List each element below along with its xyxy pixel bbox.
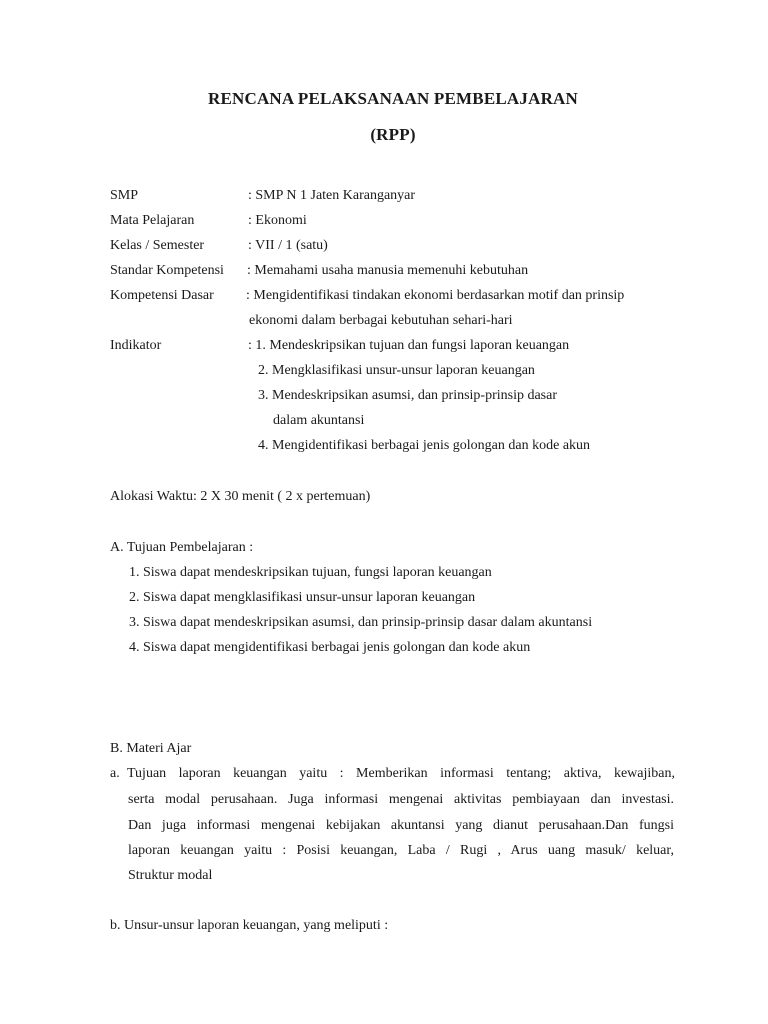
indikator-item-3-cont: dalam akuntansi	[273, 413, 365, 428]
materi-heading: B. Materi Ajar	[110, 741, 192, 756]
materi-a-line-3: Dan juga informasi mengenai kebijakan akuntansi yang dianut perusahaan.Dan fungsi	[128, 818, 674, 833]
materi-a-marker: a.	[110, 766, 120, 781]
kd-label: Kompetensi Dasar	[110, 288, 214, 303]
kelas-value: : VII / 1 (satu)	[248, 238, 328, 253]
materi-a-line-1: Tujuan laporan keuangan yaitu : Memberikan informasi tentang; aktiva, kewajiban,	[127, 766, 675, 781]
tujuan-item-2: 2. Siswa dapat mengklasifikasi unsur-unsur laporan keuangan	[129, 590, 476, 605]
indikator-label: Indikator	[110, 338, 162, 353]
smp-value: : SMP N 1 Jaten Karanganyar	[248, 188, 416, 203]
indikator-item-4: 4. Mengidentifikasi berbagai jenis golongan dan kode akun	[258, 438, 591, 453]
kd-value-line2: ekonomi dalam berbagai kebutuhan sehari-hari	[249, 313, 513, 328]
kd-value-line1: : Mengidentifikasi tindakan ekonomi berdasarkan motif dan prinsip	[246, 288, 625, 303]
indikator-item-2: 2. Mengklasifikasi unsur-unsur laporan keuangan	[258, 363, 535, 378]
sk-value: : Memahami usaha manusia memenuhi kebutuhan	[247, 263, 529, 278]
tujuan-item-4: 4. Siswa dapat mengidentifikasi berbagai jenis golongan dan kode akun	[129, 640, 531, 655]
document-title: RENCANA PELAKSANAAN PEMBELAJARAN	[207, 89, 579, 108]
indikator-item-3: 3. Mendeskripsikan asumsi, dan prinsip-prinsip dasar	[258, 388, 558, 403]
sk-label: Standar Kompetensi	[110, 263, 224, 278]
kelas-label: Kelas / Semester	[110, 238, 205, 253]
materi-a-line-4: laporan keuangan yaitu : Posisi keuangan, Laba / Rugi , Arus uang masuk/ keluar,	[128, 843, 674, 858]
materi-a-line-5: Struktur modal	[128, 868, 213, 883]
indikator-item-1: : 1. Mendeskripsikan tujuan dan fungsi laporan keuangan	[248, 338, 570, 353]
materi-a-line-2: serta modal perusahaan. Juga informasi mengenai aktivitas pembiayaan dan investasi.	[128, 792, 674, 807]
alokasi-waktu: Alokasi Waktu: 2 X 30 menit ( 2 x pertemuan)	[110, 489, 371, 504]
materi-b-line: b. Unsur-unsur laporan keuangan, yang meliputi :	[110, 918, 389, 933]
tujuan-item-1: 1. Siswa dapat mendeskripsikan tujuan, fungsi laporan keuangan	[129, 565, 492, 580]
tujuan-heading: A. Tujuan Pembelajaran :	[110, 540, 254, 555]
tujuan-item-3: 3. Siswa dapat mendeskripsikan asumsi, dan prinsip-prinsip dasar dalam akuntansi	[129, 615, 593, 630]
document-subtitle: (RPP)	[370, 125, 416, 144]
mapel-label: Mata Pelajaran	[110, 213, 195, 228]
mapel-value: : Ekonomi	[248, 213, 307, 228]
smp-label: SMP	[110, 188, 139, 203]
